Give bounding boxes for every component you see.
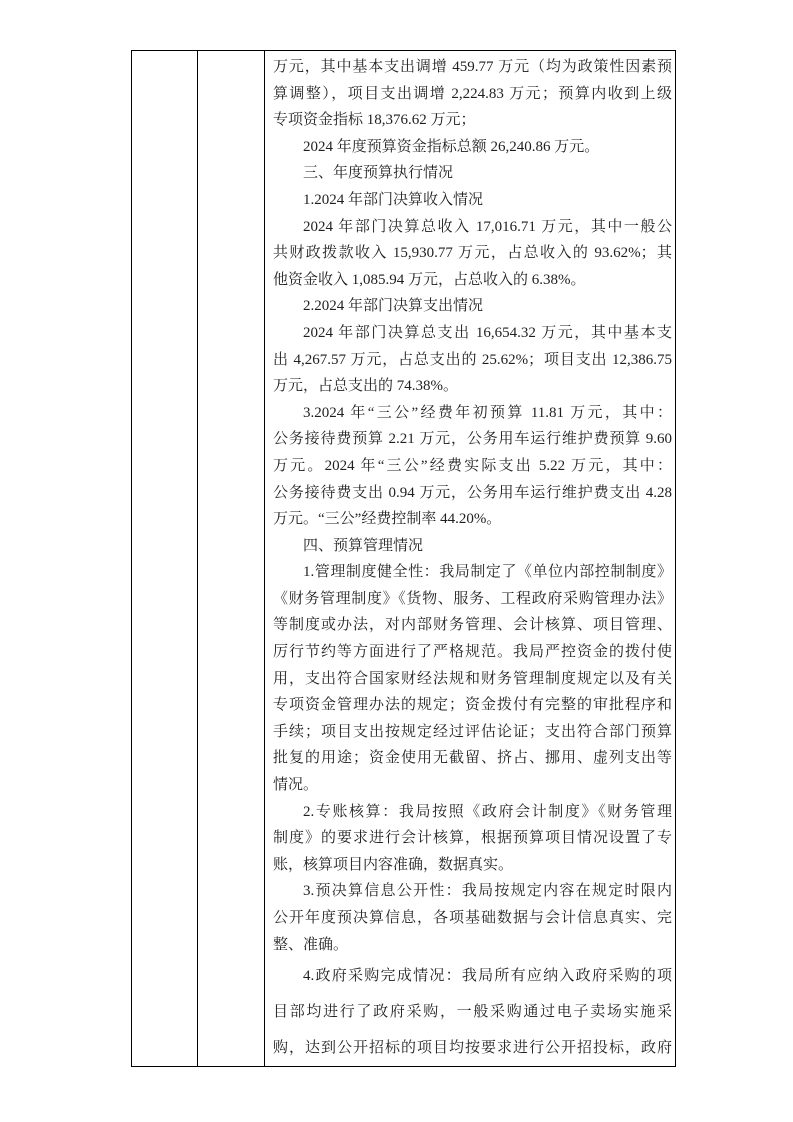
text-line: 公务接待费支出 0.94 万元，公务用车运行维护费支出 4.28 [273,484,672,501]
text-line: 三、年度预算执行情况 [303,165,454,182]
text-line: 万元。“三公”经费控制率 44.20%。 [273,511,502,528]
table-cell-report-text [265,51,675,1066]
text-line: 万元，其中基本支出调增 459.77 万元（均为政策性因素预 [273,59,672,75]
text-line: 出 4,267.57 万元，占总支出的 25.62%；项目支出 12,386.75 [273,351,672,368]
text-line: 1.管理制度健全性：我局制定了《单位内部控制制度》 [303,564,672,581]
text-line: 目部均进行了政府采购，一般采购通过电子卖场实施采 [273,1004,672,1021]
text-line: 万元。2024 年“三公”经费实际支出 5.22 万元，其中： [273,457,672,474]
text-line: 《财务管理制度》《货物、服务、工程政府采购管理办法》 [273,590,672,607]
text-line: 3.2024 年“三公”经费年初预算 11.81 万元，其中： [303,404,672,421]
text-line: 四、预算管理情况 [303,537,424,554]
text-line: 3.预决算信息公开性：我局按规定内容在规定时限内 [303,883,672,900]
text-line: 2024 年度预算资金指标总额 26,240.86 万元。 [303,138,600,155]
text-line: 厉行节约等方面进行了严格规范。我局严控资金的拨付使 [273,644,672,661]
text-line: 公务接待费预算 2.21 万元，公务用车运行维护费预算 9.60 [273,431,672,448]
text-line: 算调整），项目支出调增 2,224.83 万元；预算内收到上级 [273,85,672,102]
text-line: 共财政拨款收入 15,930.77 万元，占总收入的 93.62%；其 [273,245,672,262]
text-line: 账，核算项目内容准确，数据真实。 [273,856,514,873]
text-line: 2.2024 年部门决算支出情况 [303,298,484,315]
table-cell-empty-middle [198,51,265,1066]
text-line: 他资金收入 1,085.94 万元，占总收入的 6.38%。 [273,271,586,288]
text-line: 情况。 [273,777,319,794]
text-line: 用，支出符合国家财经法规和财务管理制度规定以及有关 [273,670,672,687]
text-line: 2.专账核算：我局按照《政府会计制度》《财务管理 [303,803,672,820]
text-line: 购，达到公开招标的项目均按要求进行公开招投标，政府 [273,1040,672,1057]
text-line: 批复的用途；资金使用无截留、挤占、挪用、虚列支出等 [273,750,672,767]
text-line: 等制度或办法，对内部财务管理、会计核算、项目管理、 [273,617,672,634]
text-line: 公开年度预决算信息，各项基础数据与会计信息真实、完 [273,910,672,926]
text-line: 专项资金指标 18,376.62 万元； [273,112,476,129]
table-cell-empty-left [132,51,198,1066]
text-line: 2024 年部门决算总支出 16,654.32 万元，其中基本支 [303,324,672,341]
text-line: 万元，占总支出的 74.38%。 [273,378,458,395]
text-line: 制度》的要求进行会计核算，根据预算项目情况设置了专 [273,830,672,847]
text-line: 专项资金管理办法的规定；资金拨付有完整的审批程序和 [273,697,672,714]
text-line: 整、准确。 [273,936,349,953]
text-line: 4.政府采购完成情况：我局所有应纳入政府采购的项 [303,968,672,985]
text-line: 手续；项目支出按规定经过评估论证；支出符合部门预算 [273,723,672,740]
text-line: 2024 年部门决算总收入 17,016.71 万元，其中一般公 [303,218,672,235]
text-line: 1.2024 年部门决算收入情况 [303,191,484,208]
budget-report-table [131,50,676,1067]
